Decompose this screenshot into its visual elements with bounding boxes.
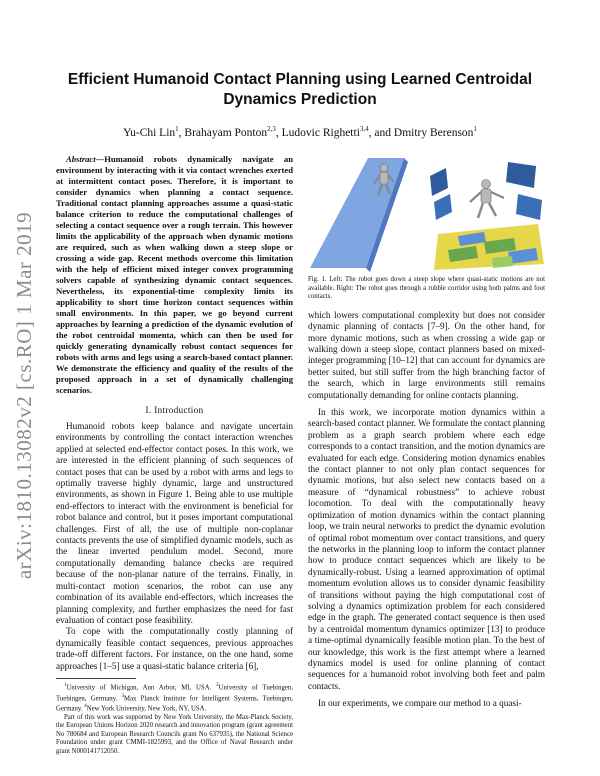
author-separator: , <box>275 126 282 139</box>
section-heading: I. Introduction <box>145 405 204 415</box>
footnote-funding: Part of this work was supported by New York University, the Max-Planck Society, the European Unions Horizon 2020 research and innovation program (grant agreement No 780684 and European Research Councils grant No 637935), the National Science Foundation under grant CMMI-1825993, and the Office of Naval Research under grant N000141712050. <box>56 713 293 755</box>
figure-1-caption: Fig. 1. Left: The robot goes down a steep slope where quasi-static motions are not available. Right: The robot goes through a rubble corridor using both palms and foot contacts. <box>308 276 545 301</box>
footnote-affiliations: $^1$University of Michigan, Ann Arbor, MI, USA. $^2$University of Tuebingen, Tuebingen, Germany. $^3$Max Planck Institute for Intelligent Systems, Tuebingen, Germany. $^4$New York University, New York, NY, USA. <box>56 682 293 713</box>
figure-1 <box>308 154 545 272</box>
intro-paragraph: In this work, we incorporate motion dynamics within a search-based contact planner. We formulate the contact planning problem as a graph search problem where each edge corresponds to a contact transition, and the motion dynamics are evaluated for each edge. Considering motion dynamics enables the contact planner to not only plan contact sequences for dynamic motions, but also select new contacts based on a measure of “dynamical robustness” to achieve robust locomotion. To deal with the computationally heavy optimization of motion dynamics within the contact planning loop, we train neural networks to predict the dynamic evolution of optimal robot momentum over contact transitions, and query the networks in the planning loop to inform the contact planner how to produce contact sequences which are likely to be dynamically-robust. Using a learned approximation of optimal momentum evolution allows us to consider dynamic feasibility of transitions without paying the high computational cost of solving a dynamics optimization problem for each considered edge in the graph. The generated contact sequence is then used by a centroidal momentum dynamics optimizer [13] to produce a time-optimal dynamically feasible motion plan. To the best of our knowledge, this work is the first attempt where a learned dynamics model is used for online planning of contact sequences for a humanoid robot involving both feet and palm contacts. <box>308 407 545 691</box>
footnote-divider <box>56 678 136 679</box>
intro-paragraph: Humanoid robots keep balance and navigate uncertain environments by controlling the contact interaction wrenches applied at selected end-effector contact poses. In this work, we are interested in the efficient planning of such sequences of contact poses that can be used by a robot with arms and legs to optimally traverse highly dynamic, large and unstructured environments, as shown in Figure 1. Being able to use multiple end-effectors to interact with the environment is beneficial for robot balance and control, but it poses important computational challenges. First of all, the use of multiple non-coplanar contacts prevents the use of simplified dynamic models, such as the linear inverted pendulum model. Second, more computationally demanding balance checks are required because of the non-planar nature of the terrains. Finally, in multi-contact motion scenarios, the robot can use any combination of its available end-effectors, which increases the planning complexity, and further emphasizes the need for fast evaluation of contact pose feasibility. <box>56 421 293 625</box>
author-name: Brahayam Ponton <box>184 126 268 139</box>
paper-title: Efficient Humanoid Contact Planning using Learned Centroidal Dynamics Prediction <box>67 71 533 108</box>
rubble-wall-left-2 <box>434 194 452 220</box>
right-column <box>308 154 545 710</box>
arxiv-identifier: arXiv:1810.13082v2 [cs.RO] 1 Mar 2019 <box>12 211 37 579</box>
rubble-wall-right-2 <box>516 194 542 220</box>
author-affiliation-mark: 1 <box>473 125 477 133</box>
intro-paragraph: In our experiments, we compare our method to a quasi- <box>318 698 522 709</box>
author-separator: , <box>178 126 185 139</box>
left-column <box>56 154 293 756</box>
abstract-label: Abstract <box>66 154 96 164</box>
author-affiliation-mark: 3,4 <box>359 125 369 133</box>
author-name: Ludovic Righetti <box>281 126 360 139</box>
intro-paragraph: To cope with the computationally costly planning of dynamically feasible contact sequences, previous approaches trade-off different factors. For instance, on the one hand, some approaches [1–5] use a quasi-static balance criteria [6], <box>56 626 293 671</box>
arxiv-sidebar <box>10 211 40 579</box>
figure-1-image <box>308 154 545 272</box>
abstract <box>56 154 293 396</box>
intro-paragraph: which lowers computational complexity but does not consider dynamic planning of contacts [7–9]. On the other hand, for more dynamic motions, such as when crossing a wide gap or walking down a steep slope, contact planners based on mixed-integer programming [10–12] that can account for dynamics are better suited, but still suffer from the high branching factor of the search, which in large environments still remains computationally demanding for online contacts planning. <box>308 309 545 400</box>
rubble-wall-right <box>506 162 536 188</box>
author-separator: , and <box>368 126 394 139</box>
rubble-scene <box>430 162 544 270</box>
author-affiliation-mark: 2,3 <box>267 125 276 133</box>
rubble-wall-left <box>430 168 448 196</box>
robot-figure-right <box>470 180 504 219</box>
author-list <box>60 122 540 140</box>
author-affiliation-mark: 1 <box>175 125 179 133</box>
author-name: Dmitry Berenson <box>393 126 474 139</box>
rubble-tile <box>492 256 513 268</box>
author-name: Yu-Chi Lin <box>123 126 176 139</box>
slope-scene <box>310 158 408 272</box>
abstract-text: —Humanoid robots dynamically navigate an environment by interacting with it via contact wrenches exerted at intermittent contact poses. Therefore, it is important to consider dynamics when planning a contact sequence. Traditional contact planning approaches assume a quasi-static balance criterion to reduce the computational challenges of selecting a contact sequence over a rough terrain. This however limits the applicability of the approach when dynamic motions are required, such as when walking down a steep slope or crossing a wide gap. Recent methods overcome this limitation with the help of efficient mixed integer convex programming solvers capable of synthesizing dynamic contact sequences. Nevertheless, its exponential-time complexity limits its applicability to short time horizon contact sequences within small environments. In this paper, we go beyond current approaches by learning a prediction of the dynamic evolution of the robot centroidal momenta, which can then be used for quickly generating dynamically robust contact sequences for robots with arms and legs using a search-based contact planner. We demonstrate the efficiency and quality of the results of the proposed approach in a set of dynamically challenging scenarios. <box>56 154 293 395</box>
